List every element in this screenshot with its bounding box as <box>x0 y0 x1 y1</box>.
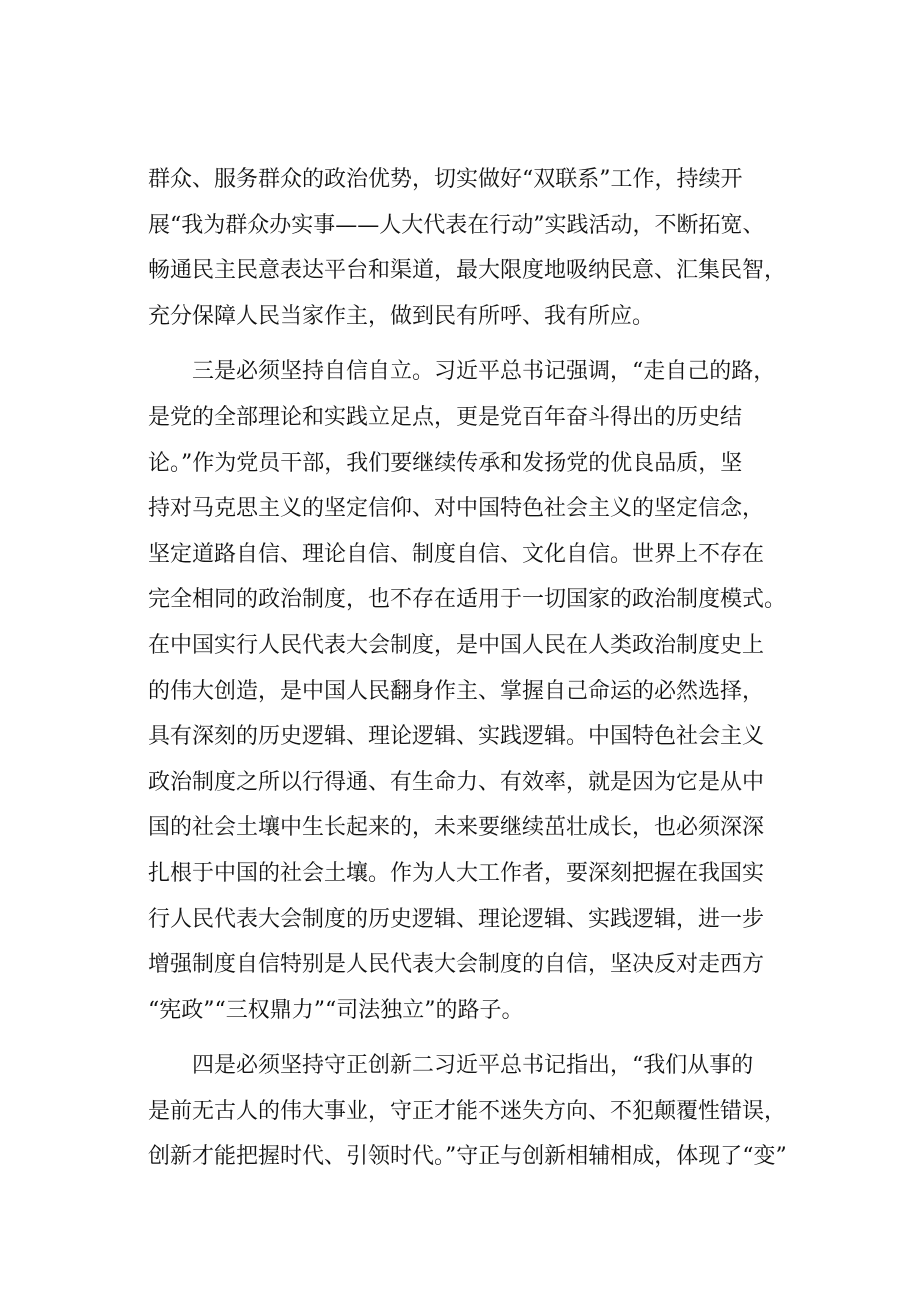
paragraph-3 <box>148 1043 828 1180</box>
text-line: 展“我为群众办实事——人大代表在行动”实践活动，不断拓宽、 <box>148 212 765 238</box>
document-body <box>148 157 828 1180</box>
text-line: 论。”作为党员干部，我们要继续传承和发扬党的优良品质，坚 <box>148 450 743 476</box>
text-line: 具有深刻的历史逻辑、理论逻辑、实践逻辑。中国特色社会主义 <box>148 724 765 750</box>
paragraph-gap <box>148 339 828 349</box>
text-line: 充分保障人民当家作主，做到民有所呼、我有所应。 <box>148 303 655 329</box>
text-line: 四是必须坚持守正创新二习近平总书记指出，“我们从事的 <box>148 1053 754 1079</box>
text-line: 畅通民主民意表达平台和渠道，最大限度地吸纳民意、汇集民智， <box>148 258 787 284</box>
text-line: 三是必须坚持自信自立。习近平总书记强调，“走自己的路， <box>148 359 776 385</box>
paragraph-2 <box>148 349 828 1033</box>
text-line: 坚定道路自信、理论自信、制度自信、文化自信。世界上不存在 <box>148 541 765 567</box>
paragraph-1 <box>148 157 828 339</box>
text-line: 国的社会土壤中生长起来的，未来要继续茁壮成长，也必须深深 <box>148 815 765 841</box>
text-line: 行人民代表大会制度的历史逻辑、理论逻辑、实践逻辑，进一步 <box>148 906 765 932</box>
paragraph-gap <box>148 1033 828 1043</box>
text-line: 扎根于中国的社会土壤。作为人大工作者，要深刻把握在我国实 <box>148 860 765 886</box>
text-line: 持对马克思主义的坚定信仰、对中国特色社会主义的坚定信念， <box>148 496 765 522</box>
text-line: “宪政”“三权鼎力”“司法独立”的路子。 <box>148 997 524 1023</box>
text-line: 是前无古人的伟大事业，守正才能不迷失方向、不犯颠覆性错误， <box>148 1098 787 1124</box>
text-line: 政治制度之所以行得通、有生命力、有效率，就是因为它是从中 <box>148 769 765 795</box>
text-line: 在中国实行人民代表大会制度，是中国人民在人类政治制度史上 <box>148 632 765 658</box>
text-line: 的伟大创造，是中国人民翻身作主、掌握自己命运的必然选择， <box>148 678 765 704</box>
text-line: 完全相同的政治制度，也不存在适用于一切国家的政治制度模式。 <box>148 587 787 613</box>
text-line: 是党的全部理论和实践立足点，更是党百年奋斗得出的历史结 <box>148 404 743 430</box>
text-line: 群众、服务群众的政治优势，切实做好“双联系”工作，持续开 <box>148 167 743 192</box>
text-line: 创新才能把握时代、引领时代。”守正与创新相辅相成，体现了“变” <box>148 1144 787 1170</box>
text-line: 增强制度自信特别是人民代表大会制度的自信，坚决反对走西方 <box>148 952 765 978</box>
